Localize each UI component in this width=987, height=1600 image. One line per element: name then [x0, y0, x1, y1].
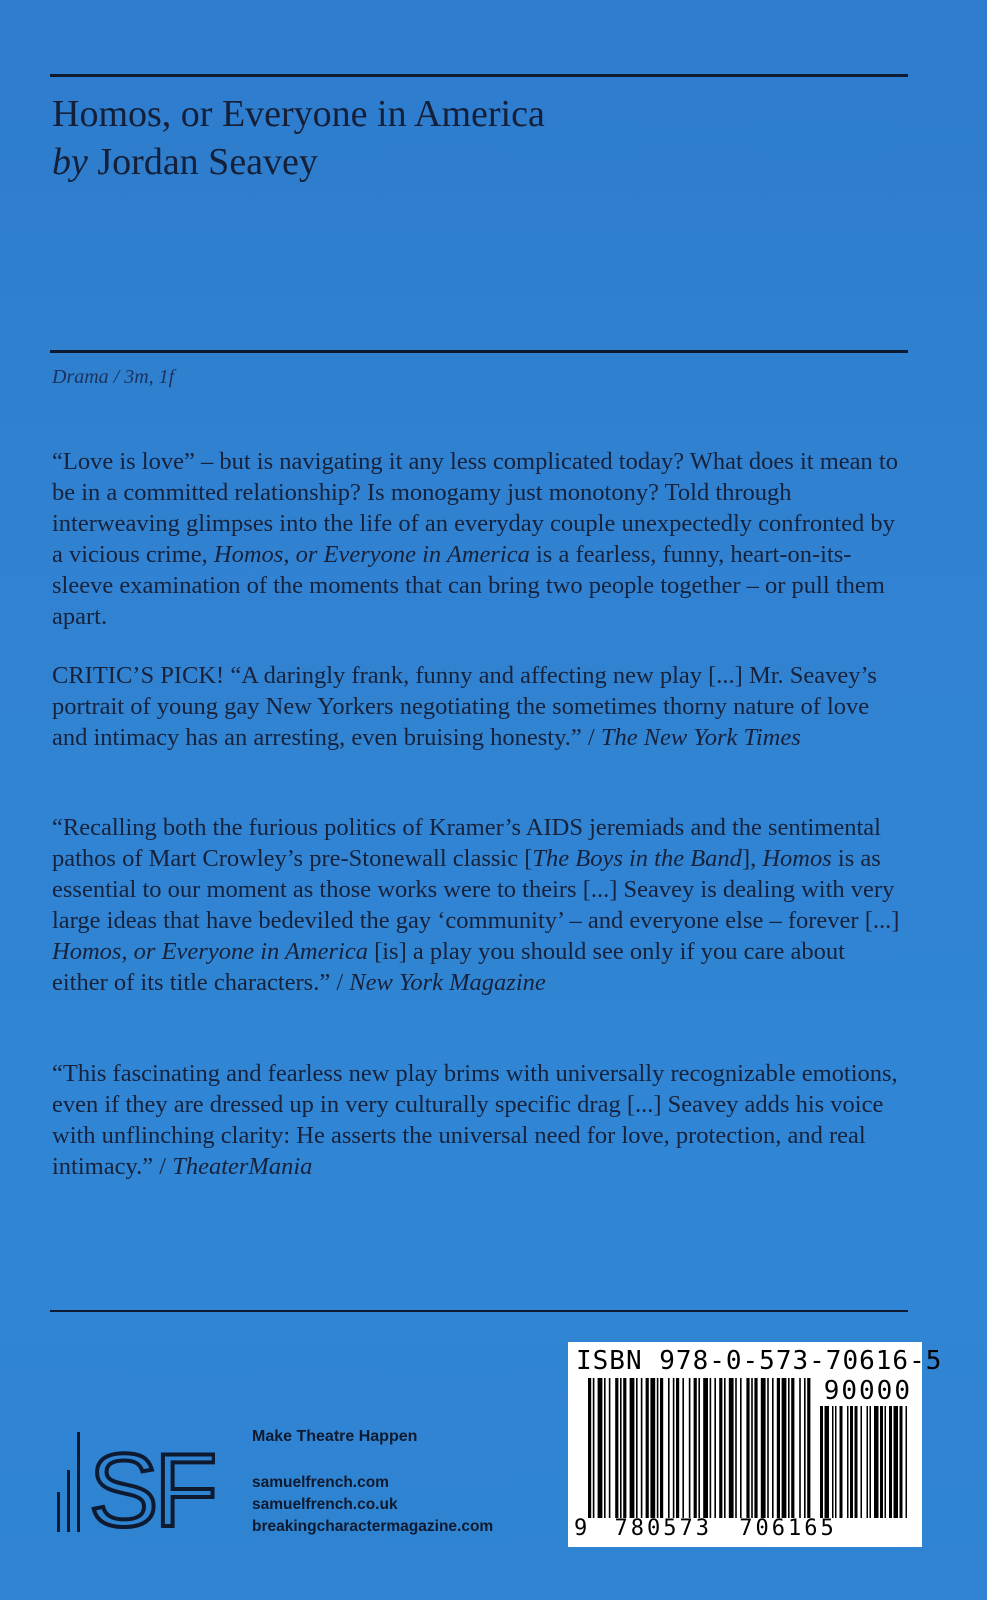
- review-nymag-text-b: ],: [741, 845, 763, 872]
- book-title: Homos, or Everyone in America: [52, 93, 545, 135]
- review-nymag-source: New York Magazine: [349, 969, 546, 996]
- review-nymag-title: Homos, or Everyone in America: [52, 938, 368, 965]
- review-tm-source: TheaterMania: [172, 1153, 313, 1180]
- review-nyt-source: The New York Times: [600, 724, 801, 751]
- ean-right-group: 706165: [739, 1516, 837, 1541]
- ean-first-digit: 9: [574, 1516, 588, 1541]
- price-code: 90000: [823, 1376, 912, 1406]
- publisher-links: [252, 1472, 493, 1538]
- review-tm-text: “This fascinating and fearless new play brims with universally recognizable emotions, even if they are dressed up in very culturally specific drag [...] Seavey adds his voice with unflinching clarity: He asserts the universal need for love, protection, and real intimacy.” /: [52, 1060, 898, 1180]
- review-nymag-homos: Homos: [762, 845, 832, 872]
- genre-cast: Drama / 3m, 1f: [52, 366, 175, 388]
- author-name: Jordan Seavey: [97, 141, 318, 183]
- top-rule: [50, 74, 908, 77]
- review-nymag-work: The Boys in the Band: [532, 845, 742, 872]
- blurb-text: “Love is love” – but is navigating it any less complicated today? What does it mean to be in a committed relationship? Is monogamy just monotony? Told through interweaving glimpses into the life of an everyday couple unexpectedly confronted by a vicious crime,: [52, 448, 898, 568]
- link-samuelfrench-com: samuelfrench.com: [252, 1474, 389, 1491]
- ean-digits: [574, 1516, 837, 1541]
- middle-rule: [50, 350, 908, 353]
- review-nymag-text-d: [is] a play you should see only if you care about either of its title characters.” /: [52, 938, 845, 996]
- logo-letters: SF: [89, 1433, 214, 1537]
- by-word: by: [52, 141, 88, 183]
- blurb-paragraph: [52, 446, 902, 632]
- author-line: [52, 138, 318, 186]
- blurb-italic-title: Homos, or Everyone in America: [213, 541, 530, 568]
- review-nyt: [52, 660, 902, 753]
- review-nymag-text-a: “Recalling both the furious politics of Kramer’s AIDS jeremiads and the sentimental pathos of Mart Crowley’s pre-Stonewall classic [: [52, 814, 881, 872]
- samuel-french-logo-icon: [55, 1422, 215, 1537]
- isbn-barcode: [568, 1342, 943, 1547]
- isbn-label: ISBN 978-0-573-70616-5: [576, 1346, 943, 1376]
- review-nyt-text: CRITIC’S PICK! “A daringly frank, funny and affecting new play [...] Mr. Seavey’s portrait of young gay New Yorkers negotiating the sometimes thorny nature of love and intimacy has an arresting, even bruising honesty.” /: [52, 662, 877, 751]
- publisher-tagline: Make Theatre Happen: [252, 1428, 418, 1445]
- link-samuelfrench-co-uk: samuelfrench.co.uk: [252, 1496, 398, 1513]
- blurb-text-end: is a fearless, funny, heart-on-its-sleeve examination of the moments that can bring two people together – or pull them apart.: [52, 541, 885, 630]
- ean-left-group: 780573: [614, 1516, 712, 1541]
- review-nymag: [52, 812, 902, 998]
- bottom-rule: [50, 1310, 908, 1312]
- link-breakingcharacter: breakingcharactermagazine.com: [252, 1518, 494, 1535]
- review-nymag-text-c: is as essential to our moment as those works were to theirs [...] Seavey is dealing with very large ideas that have bedeviled the gay ‘community’ – and everyone else – forever [...]: [52, 845, 900, 934]
- review-theatermania: [52, 1058, 902, 1182]
